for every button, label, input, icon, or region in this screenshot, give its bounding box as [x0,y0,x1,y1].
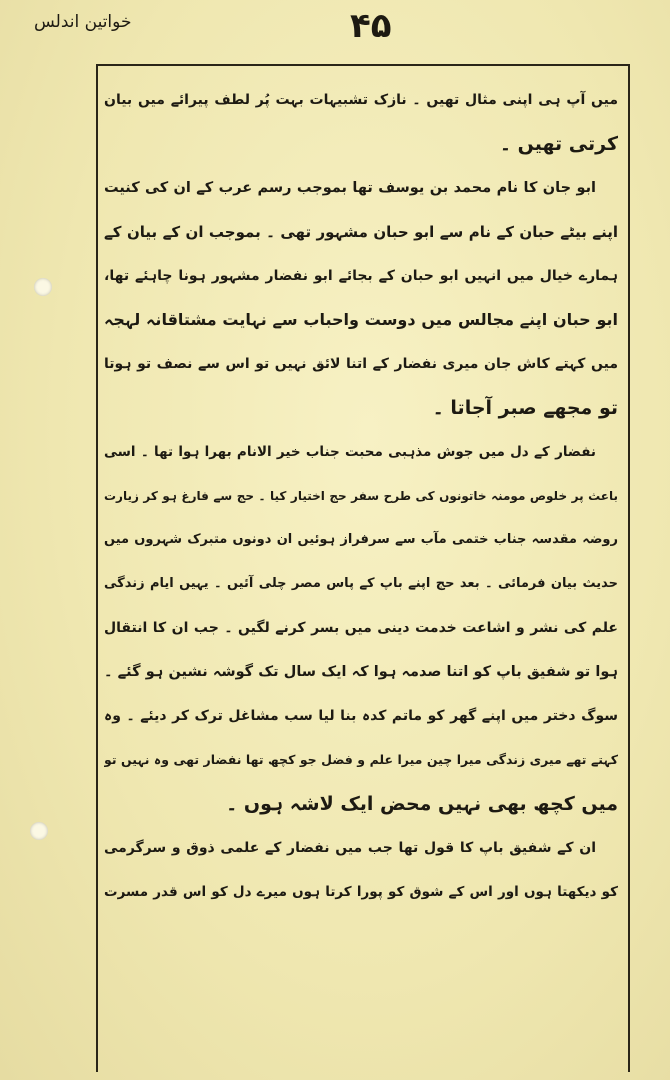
text-line: کرتی تھیں ۔ [499,133,618,155]
page-number: ۴۵ [350,6,392,46]
binder-hole [34,278,52,296]
text-line: میں کہتے کاش جان میری نفضار کے اتنا لائق نہیں تو اس سے نصف تو ہوتا [104,356,618,372]
body-text [104,78,618,914]
text-line: روضہ مقدسہ جناب ختمی مآب سے سرفراز ہوئیں ان دونوں متبرک شہروں میں [104,532,618,547]
text-line: ابو حبان اپنے مجالس میں دوست واحباب سے نہایت مشتاقانہ لہجہ [104,310,618,329]
text-line: میں کچھ بھی نہیں محض ایک لاشہ ہوں ۔ [226,793,618,815]
text-line: اپنے بیٹے حبان کے نام سے ابو حبان مشہور تھی ۔ بموجب ان کے بیان کے [104,223,618,241]
text-line: کو دیکھتا ہوں اور اس کے شوق کو پورا کرتا ہوں میرے دل کو اس قدر مسرت [104,884,618,900]
running-title: خواتین اندلس [34,12,132,32]
text-line: تو مجھے صبر آجاتا ۔ [432,397,618,419]
text-line: حدیث بیان فرمائی ۔ بعد حج اپنے باپ کے پاس مصر چلی آئیں ۔ یہیں ایام زندگی [104,576,618,591]
text-line: ہوا تو شفیق باپ کو اتنا صدمہ ہوا کہ ایک سال تک گوشہ نشین ہو گئے ۔ [104,664,618,680]
text-line: ان کے شفیق باپ کا قول تھا جب میں نفضار کے علمی ذوق و سرگرمی [104,840,596,856]
text-line: سوگ دختر میں اپنے گھر کو ماتم کدہ بنا لیا سب مشاغل ترک کر دیئے ۔ وہ [104,708,618,724]
text-line: کہتے تھے میری زندگی میرا چین میرا علم و فضل جو کچھ تھا نفضار تھی وہ نہیں تو [104,752,618,767]
binder-hole [30,822,48,840]
text-line: نفضار کے دل میں جوش مذہبی محبت جناب خیر الانام بھرا ہوا تھا ۔ اسی [104,444,596,460]
text-line: میں آپ ہی اپنی مثال تھیں ۔ نازک تشبیہات بہت پُر لطف پیرائے میں بیان [104,92,618,108]
text-line: ہمارے خیال میں انہیں ابو حبان کے بجائے ابو نفضار مشہور ہونا چاہئے تھا، [104,268,618,284]
text-line: ابو جان کا نام محمد بن یوسف تھا بموجب رسم عرب کے ان کی کنیت [104,180,596,196]
page-header [20,6,650,58]
text-line: باعث پر خلوص مومنہ خاتونوں کی طرح سفر حج اختیار کیا ۔ حج سے فارغ ہو کر زیارت [104,489,618,503]
text-line: علم کی نشر و اشاعت خدمت دینی میں بسر کرنے لگیں ۔ جب ان کا انتقال [104,620,618,636]
